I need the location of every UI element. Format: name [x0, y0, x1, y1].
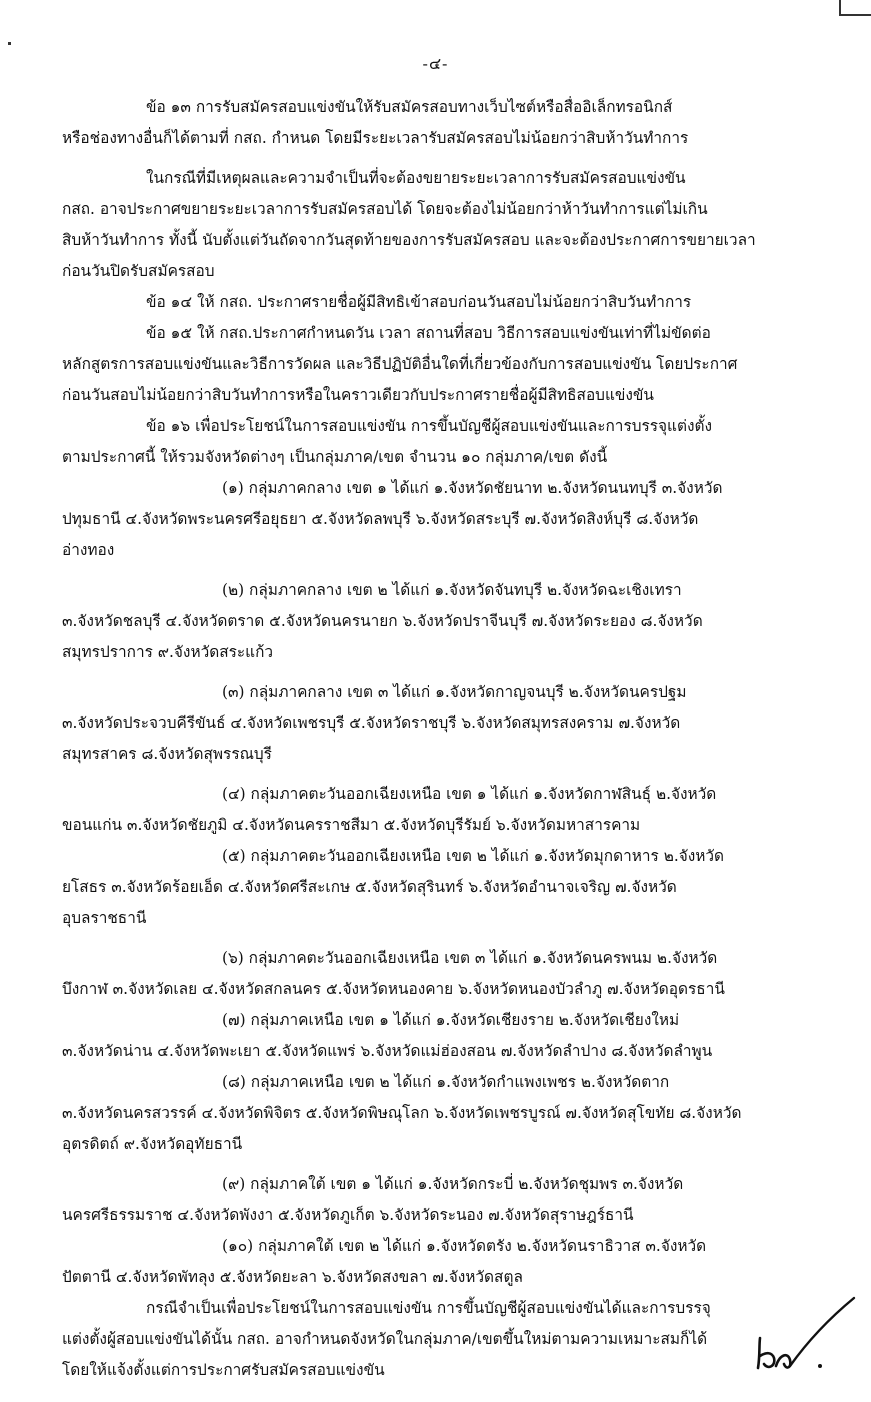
text-line: (๒) กลุ่มภาคกลาง เขต ๒ ได้แก่ ๑.จังหวัดจันทบุรี ๒.จังหวัดฉะเชิงเทรา	[222, 581, 682, 599]
document-body	[62, 92, 777, 1386]
text-line: อุบลราชธานี	[62, 909, 147, 927]
text-line: บึงกาฬ ๓.จังหวัดเลย ๔.จังหวัดสกลนคร ๕.จังหวัดหนองคาย ๖.จังหวัดหนองบัวลำภู ๗.จังหวัดอุดรธานี	[62, 980, 725, 998]
text-line: ปทุมธานี ๔.จังหวัดพระนครศรีอยุธยา ๕.จังหวัดลพบุรี ๖.จังหวัดสระบุรี ๗.จังหวัดสิงห์บุรี ๘.จังหวัด	[62, 510, 699, 528]
text-line: นครศรีธรรมราช ๔.จังหวัดพังงา ๕.จังหวัดภูเก็ต ๖.จังหวัดระนอง ๗.จังหวัดสุราษฎร์ธานี	[62, 1206, 634, 1224]
text-line: ยโสธร ๓.จังหวัดร้อยเอ็ด ๔.จังหวัดศรีสะเกษ ๕.จังหวัดสุรินทร์ ๖.จังหวัดอำนาจเจริญ ๗.จังหวัด	[62, 878, 677, 896]
text-line: สิบห้าวันทำการ ทั้งนี้ นับตั้งแต่วันถัดจากวันสุดท้ายของการรับสมัครสอบ และจะต้องประกาศการขยายเวลา	[62, 231, 756, 249]
text-line: (๓) กลุ่มภาคกลาง เขต ๓ ได้แก่ ๑.จังหวัดกาญจนบุรี ๒.จังหวัดนครปฐม	[222, 683, 687, 701]
text-line: ข้อ ๑๕ ให้ กสถ.ประกาศกำหนดวัน เวลา สถานที่สอบ วิธีการสอบแข่งขันเท่าที่ไม่ขัดต่อ	[146, 324, 711, 342]
text-line: หรือช่องทางอื่นก็ได้ตามที่ กสถ. กำหนด โดยมีระยะเวลารับสมัครสอบไม่น้อยกว่าสิบห้าวันทำการ	[62, 129, 689, 147]
text-line: ๓.จังหวัดนครสวรรค์ ๔.จังหวัดพิจิตร ๕.จังหวัดพิษณุโลก ๖.จังหวัดเพชรบูรณ์ ๗.จังหวัดสุโขทัย ๘.จังหวัด	[62, 1104, 742, 1122]
text-line: ๓.จังหวัดชลบุรี ๔.จังหวัดตราด ๕.จังหวัดนครนายก ๖.จังหวัดปราจีนบุรี ๗.จังหวัดระยอง ๘.จังหวัด	[62, 612, 703, 630]
text-line: ๓.จังหวัดน่าน ๔.จังหวัดพะเยา ๕.จังหวัดแพร่ ๖.จังหวัดแม่ฮ่องสอน ๗.จังหวัดลำปาง ๘.จังหวัดลำพูน	[62, 1042, 713, 1060]
text-line: (๗) กลุ่มภาคเหนือ เขต ๑ ได้แก่ ๑.จังหวัดเชียงราย ๒.จังหวัดเชียงใหม่	[222, 1011, 680, 1029]
text-line: ก่อนวันปิดรับสมัครสอบ	[62, 262, 215, 280]
text-line: ก่อนวันสอบไม่น้อยกว่าสิบวันทำการหรือในคราวเดียวกับประกาศรายชื่อผู้มีสิทธิสอบแข่งขัน	[62, 386, 654, 404]
text-line: ข้อ ๑๓ การรับสมัครสอบแข่งขันให้รับสมัครสอบทางเว็บไซต์หรือสื่ออิเล็กทรอนิกส์	[146, 98, 673, 116]
text-line: (๖) กลุ่มภาคตะวันออกเฉียงเหนือ เขต ๓ ได้แก่ ๑.จังหวัดนครพนม ๒.จังหวัด	[222, 949, 718, 967]
text-line: ปัตตานี ๔.จังหวัดพัทลุง ๕.จังหวัดยะลา ๖.จังหวัดสงขลา ๗.จังหวัดสตูล	[62, 1268, 523, 1286]
text-line: (๙) กลุ่มภาคใต้ เขต ๑ ได้แก่ ๑.จังหวัดกระบี่ ๒.จังหวัดชุมพร ๓.จังหวัด	[222, 1175, 684, 1193]
text-line: สมุทรปราการ ๙.จังหวัดสระแก้ว	[62, 643, 274, 661]
text-line: (๑) กลุ่มภาคกลาง เขต ๑ ได้แก่ ๑.จังหวัดชัยนาท ๒.จังหวัดนนทบุรี ๓.จังหวัด	[222, 479, 723, 497]
page-number: -๔-	[422, 54, 449, 73]
text-line: โดยให้แจ้งตั้งแต่การประกาศรับสมัครสอบแข่งขัน	[62, 1361, 385, 1379]
text-line: สมุทรสาคร ๘.จังหวัดสุพรรณบุรี	[62, 745, 272, 763]
text-line: (๑๐) กลุ่มภาคใต้ เขต ๒ ได้แก่ ๑.จังหวัดตรัง ๒.จังหวัดนราธิวาส ๓.จังหวัด	[222, 1237, 707, 1255]
text-line: ข้อ ๑๖ เพื่อประโยชน์ในการสอบแข่งขัน การขึ้นบัญชีผู้สอบแข่งขันและการบรรจุแต่งตั้ง	[146, 417, 712, 435]
text-line: ตามประกาศนี้ ให้รวมจังหวัดต่างๆ เป็นกลุ่มภาค/เขต จำนวน ๑๐ กลุ่มภาค/เขต ดังนี้	[62, 448, 608, 466]
text-line: ข้อ ๑๔ ให้ กสถ. ประกาศรายชื่อผู้มีสิทธิเข้าสอบก่อนวันสอบไม่น้อยกว่าสิบวันทำการ	[146, 293, 692, 311]
text-line: ในกรณีที่มีเหตุผลและความจำเป็นที่จะต้องขยายระยะเวลาการรับสมัครสอบแข่งขัน	[146, 169, 686, 187]
text-line: (๔) กลุ่มภาคตะวันออกเฉียงเหนือ เขต ๑ ได้แก่ ๑.จังหวัดกาฬสินธุ์ ๒.จังหวัด	[222, 785, 717, 803]
text-line: กรณีจำเป็นเพื่อประโยชน์ในการสอบแข่งขัน การขึ้นบัญชีผู้สอบแข่งขันได้และการบรรจุ	[146, 1299, 711, 1317]
scan-speck	[8, 42, 11, 45]
text-line: ๓.จังหวัดประจวบคีรีขันธ์ ๔.จังหวัดเพชรบุรี ๕.จังหวัดราชบุรี ๖.จังหวัดสมุทรสงคราม ๗.จังหวัด	[62, 714, 681, 732]
text-line: อุตรดิตถ์ ๙.จังหวัดอุทัยธานี	[62, 1135, 243, 1153]
scan-corner-mark	[839, 0, 871, 16]
text-line: ขอนแก่น ๓.จังหวัดชัยภูมิ ๔.จังหวัดนครราชสีมา ๕.จังหวัดบุรีรัมย์ ๖.จังหวัดมหาสารคาม	[62, 816, 641, 834]
text-line: (๕) กลุ่มภาคตะวันออกเฉียงเหนือ เขต ๒ ได้แก่ ๑.จังหวัดมุกดาหาร ๒.จังหวัด	[222, 847, 725, 865]
text-line: กสถ. อาจประกาศขยายระยะเวลาการรับสมัครสอบได้ โดยจะต้องไม่น้อยกว่าห้าวันทำการแต่ไม่เกิน	[62, 200, 708, 218]
initials-signature	[750, 1296, 860, 1386]
text-line: (๘) กลุ่มภาคเหนือ เขต ๒ ได้แก่ ๑.จังหวัดกำแพงเพชร ๒.จังหวัดตาก	[222, 1073, 670, 1091]
text-line: แต่งตั้งผู้สอบแข่งขันได้นั้น กสถ. อาจกำหนดจังหวัดในกลุ่มภาค/เขตขึ้นใหม่ตามความเหมาะสมก็ได้	[62, 1330, 708, 1348]
text-line: หลักสูตรการสอบแข่งขันและวิธีการวัดผล และวิธีปฏิบัติอื่นใดที่เกี่ยวข้องกับการสอบแข่งขัน โดยประกาศ	[62, 355, 738, 373]
text-line: อ่างทอง	[62, 541, 115, 559]
